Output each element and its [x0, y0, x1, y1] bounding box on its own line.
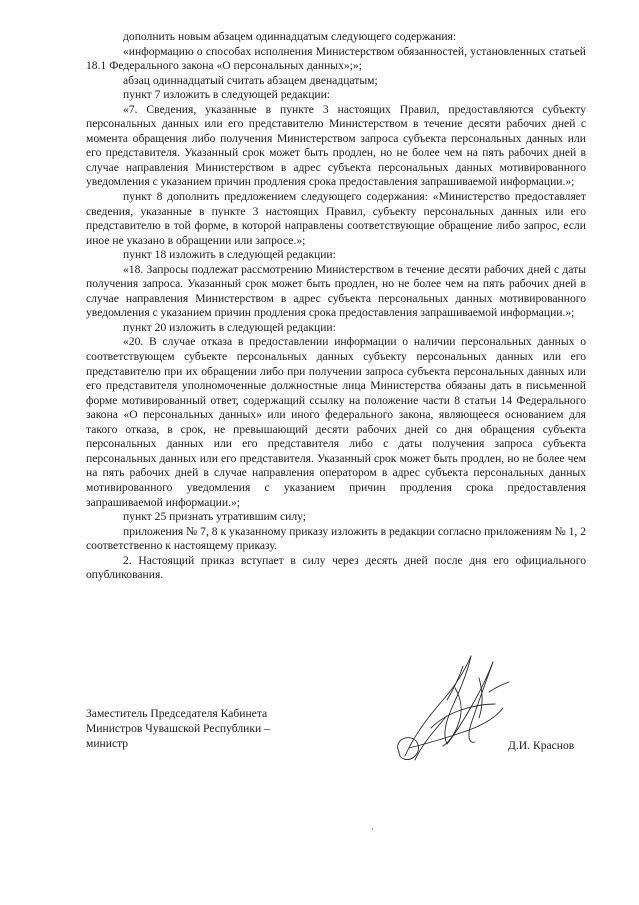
- paragraph: пункт 8 дополнить предложением следующего содержания: «Министерство предоставляет сведения, указанные в пункте 3 настоящих Правил, субъекту персональных данных или его представителю в той форме, в которой направлены соответствующие обращение либо запрос, если иное не указано в обращении или запросе.»;: [86, 190, 586, 247]
- paragraph: приложения № 7, 8 к указанному приказу изложить в редакции согласно приложениям № 1, 2 соответственно к настоящему приказу.: [86, 524, 586, 553]
- signer-name: Д.И. Краснов: [508, 739, 575, 752]
- scan-speck: [372, 828, 373, 830]
- position-line: министр: [86, 737, 129, 750]
- paragraph: 2. Настоящий приказ вступает в силу через десять дней после дня его официального опубликования.: [86, 553, 586, 582]
- handwritten-signature: [385, 648, 515, 773]
- paragraph: «7. Сведения, указанные в пункте 3 настоящих Правил, предоставляются субъекту персональных данных или его представителю Министерством в течение десяти рабочих дней с момента обращения либо получения Министерством запроса субъекта персональных данных или его представителя. Указанный срок может быть продлен, но не более чем на пять рабочих дней в случае направления Министерством в адрес субъекта персональных данных мотивированного уведомления с указанием причин продления срока предоставления запрашиваемой информации.»;: [86, 102, 586, 189]
- paragraph: «18. Запросы подлежат рассмотрению Министерством в течение десяти рабочих дней с даты получения запроса. Указанный срок может быть продлен, но не более чем на пять рабочих дней в случае направления Министерством в адрес субъекта персональных данных мотивированного уведомления с указанием причин продления срока предоставления запрашиваемой информации.»;: [86, 262, 586, 320]
- paragraph: «информацию о способах исполнения Министерством обязанностей, установленных статьей 18.1 Федерального закона «О персональных данных»;»;: [86, 44, 586, 73]
- paragraph: пункт 18 изложить в следующей редакции:: [123, 248, 336, 262]
- document-body: [86, 30, 586, 583]
- paragraph: дополнить новым абзацем одиннадцатым следующего содержания:: [123, 30, 457, 43]
- position-line: Заместитель Председателя Кабинета: [86, 707, 268, 720]
- paragraph: абзац одиннадцатый считать абзацем двенадцатым;: [123, 73, 378, 87]
- paragraph: пункт 7 изложить в следующей редакции:: [123, 88, 331, 102]
- paragraph: пункт 25 признать утратившим силу;: [123, 510, 306, 524]
- paragraph: пункт 20 изложить в следующей редакции:: [123, 320, 336, 334]
- paragraph: «20. В случае отказа в предоставлении информации о наличии персональных данных о соответствующем субъекте персональных данных субъекту персональных данных или его представителю при их обращении либо при получении запроса субъекта персональных данных или его представителя уполномоченные должностные лица Министерства обязаны дать в письменной форме мотивированный ответ, содержащий ссылку на положение части 8 статьи 14 Федерального закона «О персональных данных» или иного федерального закона, являющееся основанием для такого отказа, в срок, не превышающий десяти рабочих дней со дня обращения субъекта персональных данных или его представителя либо с даты получения запроса субъекта персональных данных или его представителя. Указанный срок может быть продлен, но не более чем на пять рабочих дней в случае направления оператором в адрес субъекта персональных данных мотивированного уведомления с указанием причин продления срока предоставления запрашиваемой информации.»;: [86, 335, 586, 509]
- position-line: Министров Чувашской Республики –: [86, 722, 270, 735]
- signatory-position: [86, 706, 326, 751]
